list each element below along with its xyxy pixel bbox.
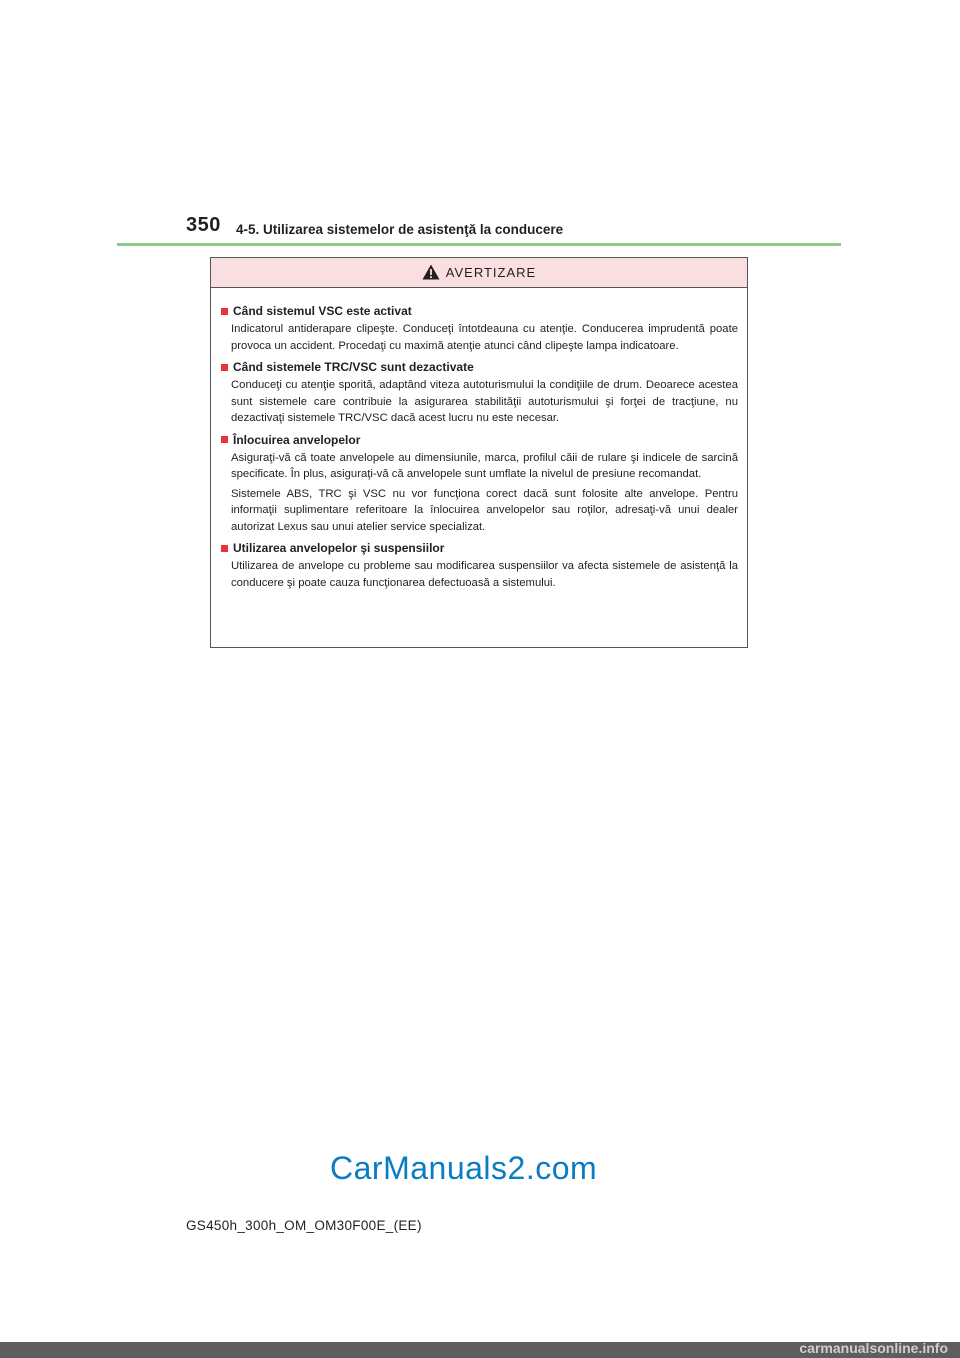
- warning-item-heading: [221, 359, 738, 375]
- watermark-carmanualsonline: carmanualsonline.info: [799, 1340, 948, 1356]
- warning-item: [221, 540, 738, 591]
- square-bullet-icon: [221, 545, 228, 552]
- square-bullet-icon: [221, 308, 228, 315]
- warning-item-heading-text: Când sistemul VSC este activat: [233, 304, 412, 318]
- warning-triangle-icon: [422, 264, 440, 280]
- warning-body: [211, 288, 747, 591]
- warning-paragraph: Conduceţi cu atenţie sporită, adaptând viteza autoturismului la condiţiile de drum. Deoarece acestea sunt sistemele care contribuie la asigurarea stabilităţii autoturismului şi forţei de tracţiune, nu dezactivaţi sistemele TRC/VSC dacă acest lucru nu este necesar.: [231, 379, 738, 424]
- warning-item-heading: [221, 540, 738, 556]
- warning-item-heading-text: Înlocuirea anvelopelor: [233, 432, 361, 447]
- warning-title: AVERTIZARE: [445, 265, 537, 280]
- section-title: 4-5. Utilizarea sistemelor de asistenţă la conducere: [236, 222, 564, 237]
- warning-paragraph: Sistemele ABS, TRC şi VSC nu vor funcţiona corect dacă sunt folosite alte anvelope. Pentru informaţii suplimentare referitoare la înlocuirea anvelopelor sau roţilor, adresaţi-vă unui dealer autorizat Lexus sau unui atelier service specializat.: [231, 487, 738, 533]
- warning-paragraph: Indicatorul antiderapare clipeşte. Conduceţi întotdeauna cu atenţie. Conducerea imprudentă poate provoca un accident. Procedaţi cu maximă atenţie atunci când clipeşte lampa indicatoare.: [231, 323, 738, 352]
- warning-item: [221, 359, 738, 427]
- warning-box: [210, 257, 748, 648]
- warning-item-heading-text: Când sistemele TRC/VSC sunt dezactivate: [233, 360, 474, 374]
- warning-paragraph: Utilizarea de anvelope cu probleme sau modificarea suspensiilor va afecta sistemele de asistenţă la conducere şi poate cauza funcţionarea defectuoasă a sistemului.: [231, 560, 738, 589]
- header-divider: [117, 243, 841, 246]
- warning-header: [211, 258, 747, 288]
- watermark-carmanuals2: CarManuals2.com: [330, 1150, 598, 1186]
- warning-item-heading: [221, 303, 738, 319]
- square-bullet-icon: [221, 364, 228, 371]
- page-number: 350: [186, 214, 221, 236]
- warning-paragraph: Asiguraţi-vă că toate anvelopele au dimensiunile, marca, profilul căii de rulare şi indicele de sarcină specificate. În plus, asiguraţi-vă că anvelopele sunt umflate la nivelul de presiune recomandat.: [231, 451, 738, 480]
- warning-item: [221, 432, 738, 536]
- square-bullet-icon: [221, 436, 228, 443]
- warning-item: [221, 303, 738, 354]
- footer-code: GS450h_300h_OM_OM30F00E_(EE): [186, 1218, 422, 1233]
- warning-item-heading: [221, 432, 738, 448]
- warning-item-heading-text: Utilizarea anvelopelor şi suspensiilor: [233, 541, 445, 555]
